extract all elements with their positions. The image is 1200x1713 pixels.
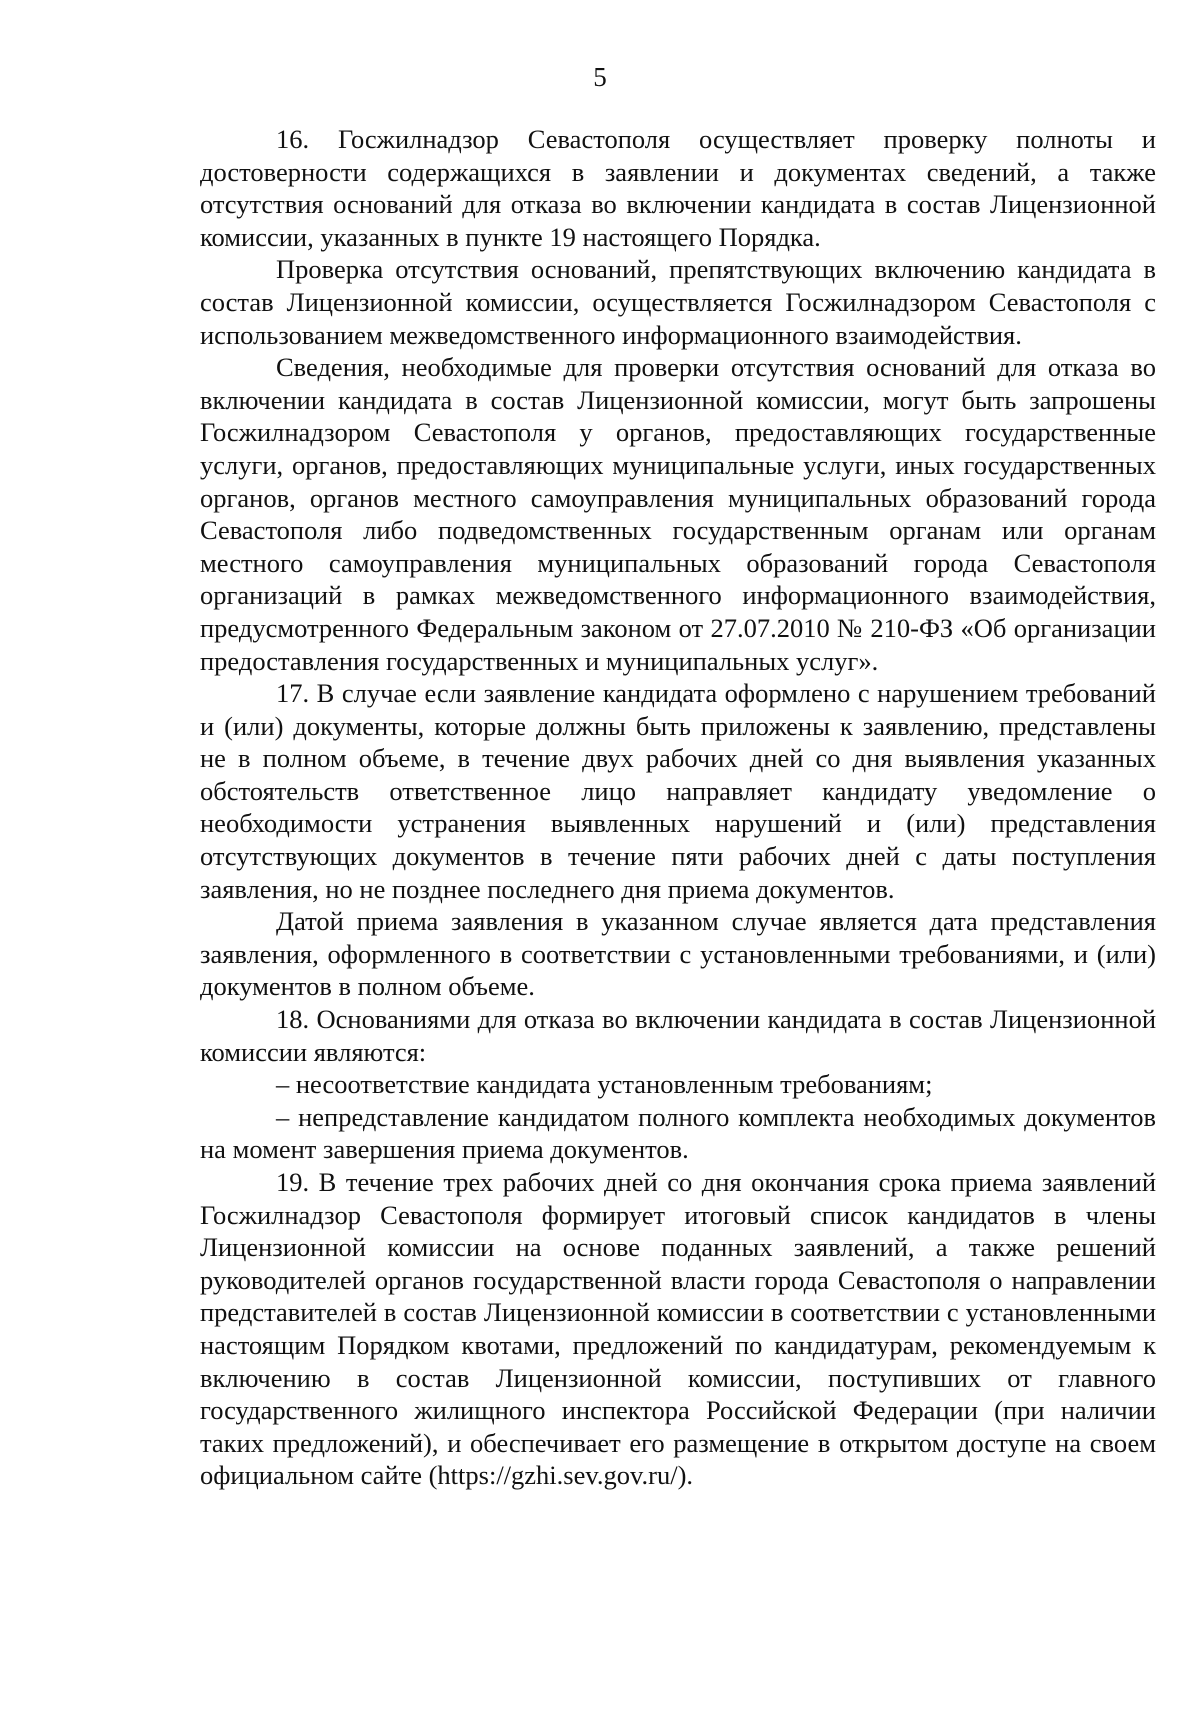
- page-number: 5: [593, 62, 607, 92]
- paragraph-18: 18. Основаниями для отказа во включении кандидата в состав Лицензионной комиссии являются:: [200, 1004, 1156, 1067]
- list-item-non-compliance: – несоответствие кандидата установленным требованиям;: [276, 1069, 933, 1100]
- paragraph-16-info: Сведения, необходимые для проверки отсутствия оснований для отказа во включении кандидата в состав Лицензионной комиссии, могут быть запрошены Госжилнадзором Севастополя у органов, предоставляющих государственные услуги, органов, предоставляющих муниципальные услуги, иных государственных органов, органов местного самоуправления муниципальных образований города Севастополя либо подведомственных государственным органам или органам местного самоуправления муниципальных образований города Севастополя организаций в рамках межведомственного информационного взаимодействия, предусмотренного Федеральным законом от 27.07.2010 № 210-ФЗ «Об организации предоставления государственных и муниципальных услуг».: [200, 352, 1156, 676]
- document-body: [200, 123, 1156, 1492]
- paragraph-17-date: Датой приема заявления в указанном случае является дата представления заявления, оформленного в соответствии с установленными требованиями, и (или) документов в полном объеме.: [200, 906, 1156, 1002]
- paragraph-19: 19. В течение трех рабочих дней со дня окончания срока приема заявлений Госжилнадзор Севастополя формирует итоговый список кандидатов в члены Лицензионной комиссии на основе поданных заявлений, а также решений руководителей органов государственной власти города Севастополя о направлении представителей в состав Лицензионной комиссии в соответствии с установленными настоящим Порядком квотами, предложений по кандидатурам, рекомендуемым к включению в состав Лицензионной комиссии, поступивших от главного государственного жилищного инспектора Российской Федерации (при наличии таких предложений), и обеспечивает его размещение в открытом доступе на своем официальном сайте (https://gzhi.sev.gov.ru/).: [200, 1167, 1156, 1491]
- paragraph-17: 17. В случае если заявление кандидата оформлено с нарушением требований и (или) документы, которые должны быть приложены к заявлению, представлены не в полном объеме, в течение двух рабочих дней со дня выявления указанных обстоятельств ответственное лицо направляет кандидату уведомление о необходимости устранения выявленных нарушений и (или) представления отсутствующих документов в течение пяти рабочих дней с даты поступления заявления, но не позднее последнего дня приема документов.: [200, 678, 1156, 904]
- paragraph-16: 16. Госжилнадзор Севастополя осуществляет проверку полноты и достоверности содержащихся в заявлении и документах сведений, а также отсутствия оснований для отказа во включении кандидата в состав Лицензионной комиссии, указанных в пункте 19 настоящего Порядка.: [200, 124, 1156, 252]
- paragraph-16-check: Проверка отсутствия оснований, препятствующих включению кандидата в состав Лицензионной комиссии, осуществляется Госжилнадзором Севастополя с использованием межведомственного информационного взаимодействия.: [200, 254, 1156, 350]
- list-item-incomplete-docs: – непредставление кандидатом полного комплекта необходимых документов на момент завершения приема документов.: [200, 1101, 1156, 1165]
